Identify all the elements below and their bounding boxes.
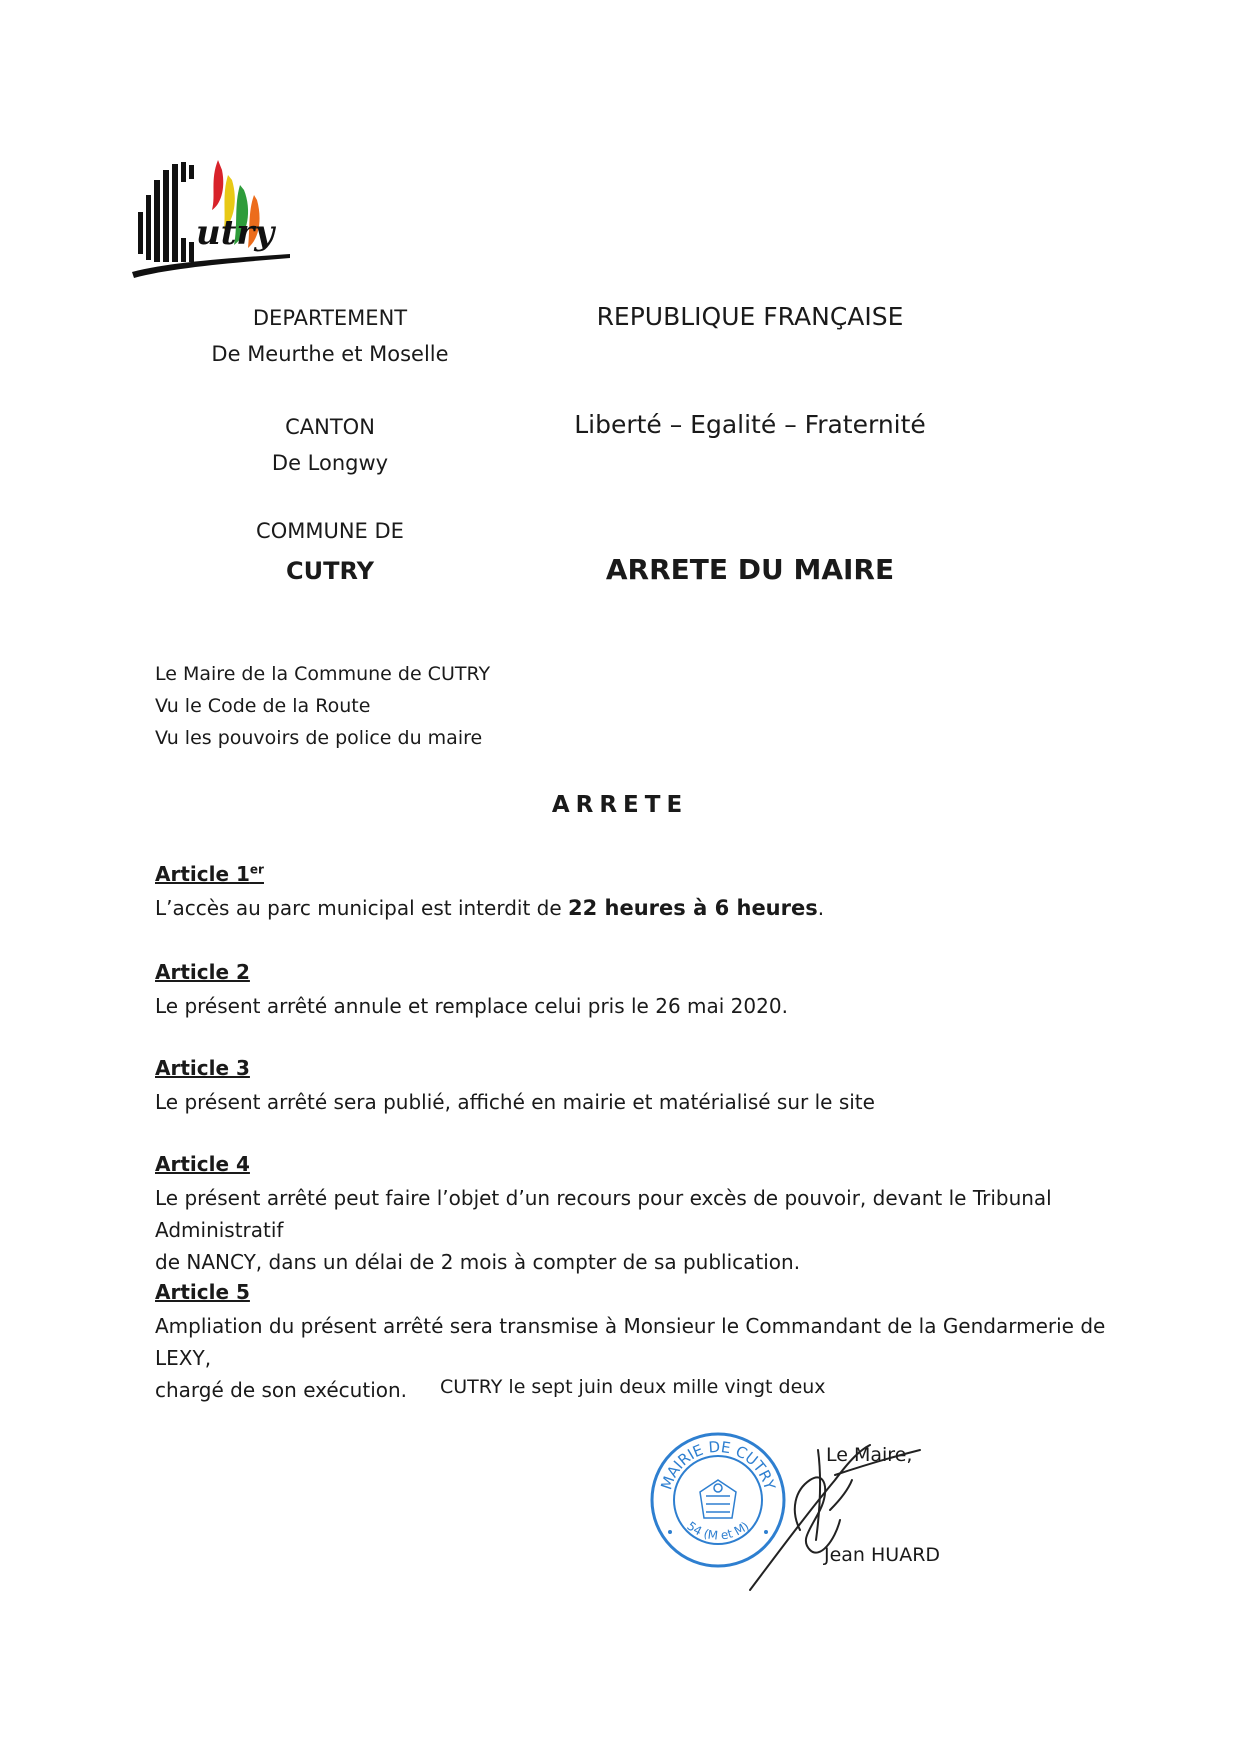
commune-label: COMMUNE DE	[256, 519, 404, 543]
departement-name: De Meurthe et Moselle	[211, 342, 449, 366]
stamp-text-top: MAIRIE DE CUTRY	[657, 1437, 779, 1492]
article-1-title	[155, 862, 264, 886]
article-1-superscript: er	[249, 862, 264, 877]
article-4-line: Le présent arrêté peut faire l’objet d’un recours pour excès de pouvoir, devant le Tribunal Administratif	[155, 1186, 1052, 1242]
departement-block	[150, 300, 510, 372]
date-line: CUTRY le sept juin deux mille vingt deux	[440, 1376, 826, 1398]
departement-label: DEPARTEMENT	[252, 306, 408, 330]
article-4-line: de NANCY, dans un délai de 2 mois à compter de sa publication.	[155, 1250, 801, 1274]
cutry-logo	[130, 150, 300, 285]
preamble-line: Le Maire de la Commune de CUTRY	[155, 663, 491, 685]
preamble-line: Vu les pouvoirs de police du maire	[155, 727, 483, 749]
document-title: ARRETE DU MAIRE	[605, 553, 895, 586]
canton-name: De Longwy	[271, 451, 389, 475]
svg-text:utry: utry	[196, 213, 275, 253]
article-1-hours: 22 heures à 6 heures	[568, 896, 818, 920]
article-3-text: Le présent arrêté sera publié, affiché en mairie et matérialisé sur le site	[155, 1090, 875, 1114]
canton-block	[150, 409, 510, 481]
article-1-text-end: .	[817, 896, 825, 920]
commune-name: CUTRY	[285, 557, 375, 585]
commune-block	[150, 513, 510, 589]
preamble	[155, 658, 490, 754]
canton-label: CANTON	[285, 415, 375, 439]
article-1-title-text: Article 1	[155, 862, 250, 886]
article-5-title: Article 5	[155, 1280, 250, 1304]
article-5-line: Ampliation du présent arrêté sera transmise à Monsieur le Commandant de la Gendarmerie de LEXY,	[155, 1314, 1106, 1370]
republic-motto: Liberté – Egalité – Fraternité	[574, 410, 926, 439]
article-3-title: Article 3	[155, 1056, 250, 1080]
article-5-line: chargé de son exécution.	[155, 1378, 408, 1402]
article-2-title: Article 2	[155, 960, 250, 984]
article-4-text	[155, 1182, 1115, 1278]
article-1-text	[155, 892, 1115, 924]
article-2-text: Le présent arrêté annule et remplace celui pris le 26 mai 2020.	[155, 994, 788, 1018]
article-1-text-start: L’accès au parc municipal est interdit de	[155, 896, 568, 920]
signature-role: Le Maire,	[826, 1444, 913, 1466]
arrete-heading: ARRETE	[551, 792, 689, 818]
signature-name: Jean HUARD	[824, 1544, 941, 1566]
republic-title: REPUBLIQUE FRANÇAISE	[596, 302, 904, 331]
handwritten-signature	[740, 1420, 930, 1600]
stamp-text-bottom: 54 (M et M)	[684, 1518, 752, 1543]
article-4-title: Article 4	[155, 1152, 250, 1176]
preamble-line: Vu le Code de la Route	[155, 695, 371, 717]
